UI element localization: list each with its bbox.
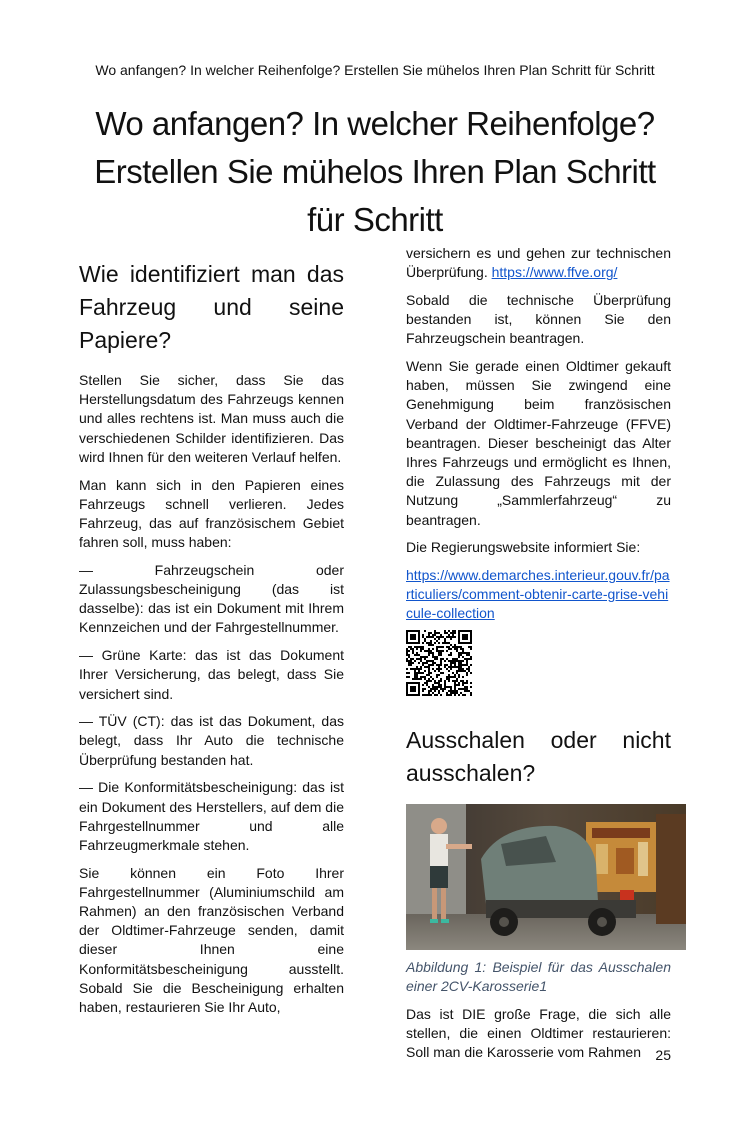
- left-column: [79, 258, 344, 1026]
- paragraph: Das ist DIE große Frage, die sich alle stellen, die einen Oldtimer restaurieren: Soll man die Karosserie vom Rahmen: [406, 1005, 671, 1060]
- paragraph: [406, 244, 671, 282]
- paragraph: Die Regierungswebsite informiert Sie:: [406, 539, 641, 556]
- paragraph: Wenn Sie gerade einen Oldtimer gekauft haben, müssen Sie zwingend eine Genehmigung beim französischen Verband der Oldtimer-Fahrzeuge (FFVE) beantragen. Dieser bescheinigt das Alter Ihres Fahrzeugs und ermöglicht es Ihnen, die Zulassung des Fahrzeugs mit der Nutzung „Sammlerfahrzeug“ zu beantragen.: [406, 358, 671, 528]
- figure-caption: Abbildung 1: Beispiel für das Ausschalen einer 2CV-Karosserie1: [406, 958, 671, 994]
- section-heading-ausschalen: Ausschalen oder nicht ausschalen?: [406, 726, 671, 786]
- paragraph: Sie können ein Foto Ihrer Fahrgestellnummer (Aluminiumschild am Rahmen) an den französischen Verband der Oldtimer-Fahrzeuge senden, damit dieser Ihnen eine Konformitätsbescheinigung ausstellt. Sobald Sie die Bescheinigung erhalten haben, restaurieren Sie Ihr Auto,: [79, 864, 344, 1016]
- list-item-fahrzeugschein: — Fahrzeugschein oder Zulassungsbescheinigung (das ist dasselbe): das ist ein Dokument mit Ihrem Kennzeichen und der Fahrgestellnummer.: [79, 561, 344, 636]
- paragraph-text: versichern es und gehen zur technischen Überprüfung.: [406, 245, 671, 281]
- paragraph: Stellen Sie sicher, dass Sie das Herstellungsdatum des Fahrzeugs kennen und alles rechtens ist. Man muss auch die verschiedenen Schilder identifizieren. Das wird Ihnen für den weiteren Verlauf helfen.: [79, 372, 344, 465]
- car-restoration-photo: [406, 804, 686, 950]
- paragraph: Man kann sich in den Papieren eines Fahrzeugs schnell verlieren. Jedes Fahrzeug, das auf französischem Gebiet fahren soll, muss haben:: [79, 476, 344, 551]
- url-paragraph: [406, 566, 671, 624]
- section-heading-identification: Wie identifiziert man das Fahrzeug und seine Papiere?: [79, 261, 344, 353]
- ffve-link[interactable]: https://www.ffve.org/: [491, 264, 618, 281]
- list-item-tuev: — TÜV (CT): das ist das Dokument, das belegt, dass Ihr Auto die technische Überprüfung bestanden hat.: [79, 713, 344, 768]
- list-item-gruene-karte: — Grüne Karte: das ist das Dokument Ihrer Versicherung, das belegt, dass Sie versichert sind.: [79, 647, 344, 702]
- qr-code[interactable]: [406, 630, 472, 696]
- page-number: 25: [655, 1047, 671, 1063]
- list-item-konformitaet: — Die Konformitätsbescheinigung: das ist ein Dokument des Herstellers, auf dem die Fahrgestellnummer und alle Fahrzeugmerkmale stehen.: [79, 779, 344, 853]
- running-header: Wo anfangen? In welcher Reihenfolge? Erstellen Sie mühelos Ihren Plan Schritt für Schritt: [95, 62, 655, 78]
- page-title: Wo anfangen? In welcher Reihenfolge? Erstellen Sie mühelos Ihren Plan Schritt für Schritt: [94, 105, 656, 238]
- right-column: [406, 244, 671, 1071]
- gov-website-link[interactable]: https://www.demarches.interieur.gouv.fr/particuliers/comment-obtenir-carte-grise-vehicule-collection: [406, 567, 670, 622]
- paragraph: Sobald die technische Überprüfung bestanden ist, können Sie den Fahrzeugschein beantragen.: [406, 291, 671, 347]
